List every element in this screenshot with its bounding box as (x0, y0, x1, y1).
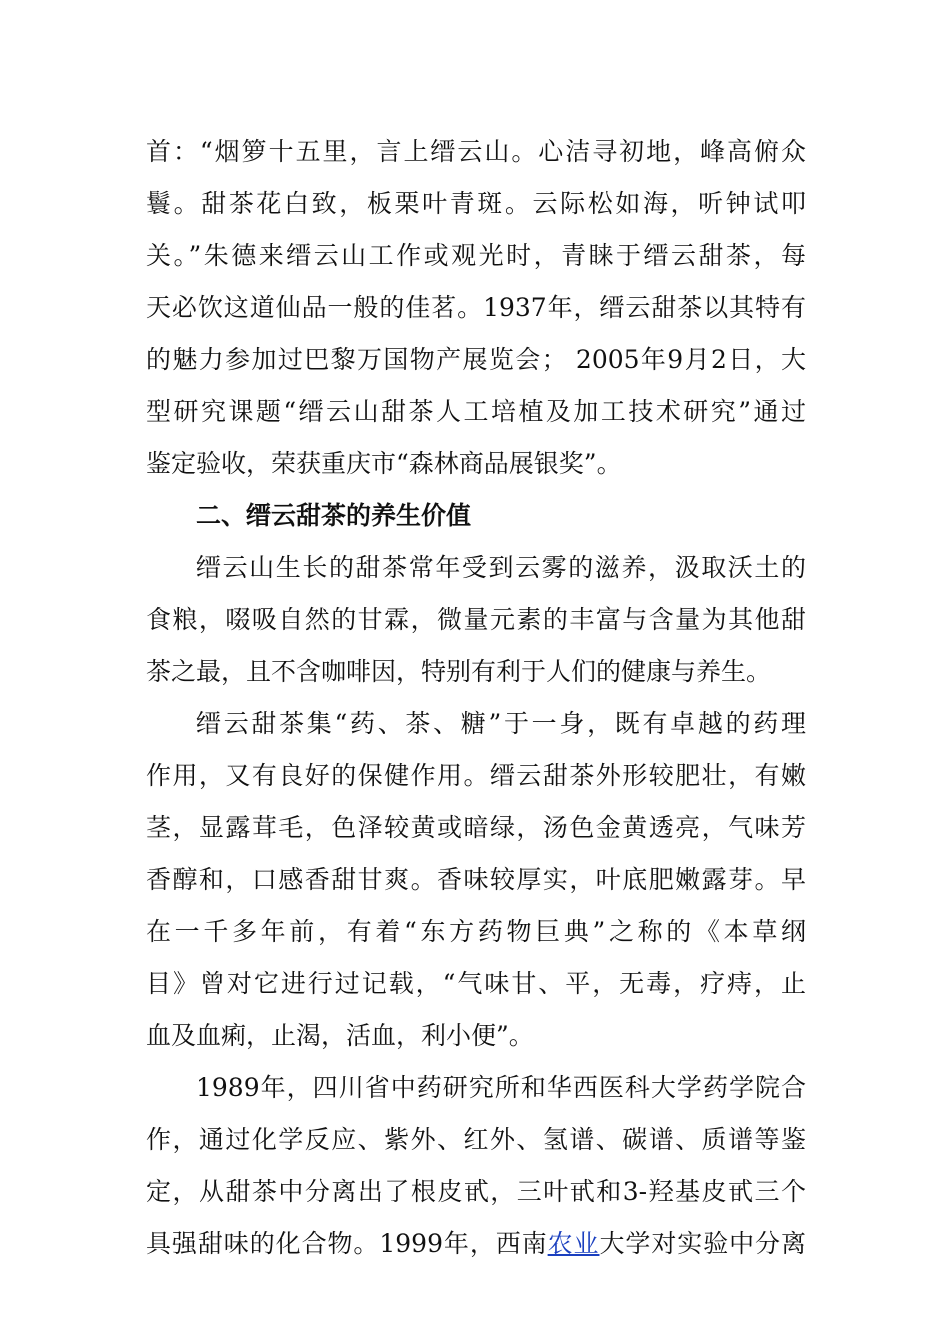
paragraph-line: 香醇和，口感香甜甘爽。香味较厚实，叶底肥嫩露芽。早 (146, 865, 806, 894)
paragraph-line: 的魅力参加过巴黎万国物产展览会； 2005年9月2日，大 (146, 345, 806, 374)
paragraph-line: 缙云甜茶集“药、茶、糖”于一身，既有卓越的药理 (196, 709, 806, 738)
paragraph-line: 型研究课题“缙云山甜茶人工培植及加工技术研究”通过 (146, 397, 806, 426)
paragraph-line: 关。”朱德来缙云山工作或观光时，青睐于缙云甜茶，每 (146, 241, 806, 270)
paragraph-line: 首：“烟箩十五里，言上缙云山。心洁寻初地，峰高俯众 (146, 137, 806, 166)
paragraph-line: 食粮，啜吸自然的甘霖，微量元素的丰富与含量为其他甜 (146, 605, 806, 634)
paragraph-line: 定，从甜茶中分离出了根皮甙，三叶甙和3-羟基皮甙三个 (146, 1177, 806, 1206)
paragraph-line: 目》曾对它进行过记载，“气味甘、平，无毒，疗痔，止 (146, 969, 806, 998)
paragraph-line: 在一千多年前，有着“东方药物巨典”之称的《本草纲 (146, 917, 806, 946)
agriculture-link[interactable]: 农业 (547, 1229, 600, 1258)
paragraph-line: 鬟。甜茶花白致，板栗叶青斑。云际松如海，听钟试叩 (146, 189, 806, 218)
paragraph-line: 茎，显露茸毛，色泽较黄或暗绿，汤色金黄透亮，气味芳 (146, 813, 806, 842)
section-heading: 二、缙云甜茶的养生价值 (196, 501, 472, 530)
paragraph-line: 缙云山生长的甜茶常年受到云雾的滋养，汲取沃土的 (196, 553, 806, 582)
paragraph-line: 作，通过化学反应、紫外、红外、氢谱、碳谱、质谱等鉴 (146, 1125, 806, 1154)
paragraph-line-with-link (146, 1228, 806, 1260)
line-text: 具强甜味的化合物。1999年，西南 (146, 1229, 548, 1258)
paragraph-line: 茶之最，且不含咖啡因，特别有利于人们的健康与养生。 (146, 657, 772, 686)
paragraph-line: 鉴定验收，荣获重庆市“森林商品展银奖”。 (146, 449, 622, 478)
paragraph-line: 1989年，四川省中药研究所和华西医科大学药学院合 (196, 1073, 806, 1102)
paragraph-line: 作用，又有良好的保健作用。缙云甜茶外形较肥壮，有嫩 (146, 761, 806, 790)
paragraph-line: 天必饮这道仙品一般的佳茗。1937年，缙云甜茶以其特有 (146, 293, 806, 322)
paragraph-line: 血及血痢，止渴，活血，利小便”。 (146, 1021, 534, 1050)
line-text-tail: 大学对实验中分离 (599, 1229, 806, 1258)
